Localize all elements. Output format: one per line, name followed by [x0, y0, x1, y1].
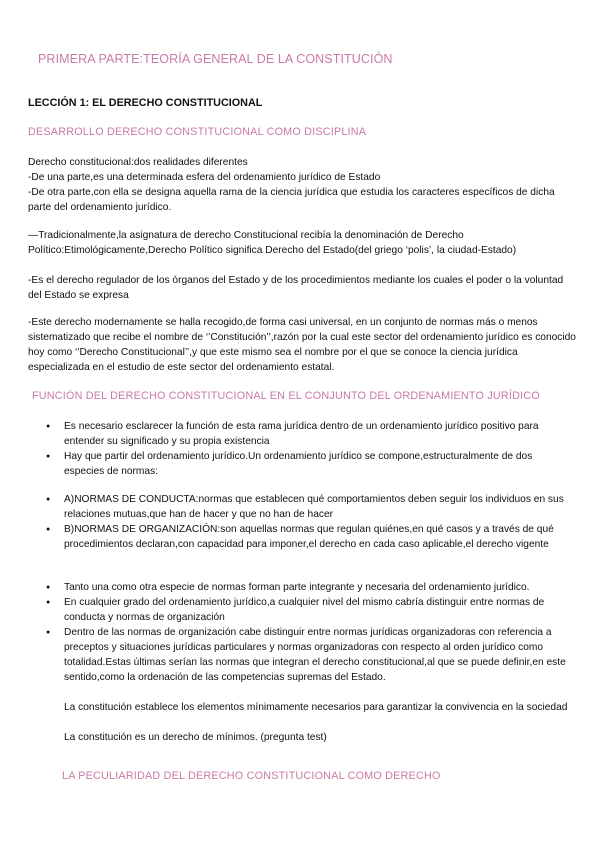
section-title-desarrollo: DESARROLLO DERECHO CONSTITUCIONAL COMO DISCIPLINA [28, 126, 367, 138]
intro-line: Derecho constitucional:dos realidades diferentes [28, 157, 248, 168]
paragraph-tradicionalmente: —Tradicionalmente,la asignatura de derecho Constitucional recibía la denominación de Derecho Político:Etimológicamente,Derecho Político significa Derecho del Estado(del griego ‘polis’, la ciudad-Estado) [28, 230, 517, 256]
bullet-list-a [28, 419, 568, 479]
paragraph-convivencia: La constitución establece los elementos mínimamente necesarios para garantizar la convivencia en la sociedad [64, 702, 568, 713]
intro-line: -De otra parte,con ella se designa aquella rama de la ciencia jurídica que estudia los caracteres específicos de dicha parte del ordenamiento jurídico. [28, 187, 555, 213]
bullet-list-b [28, 492, 568, 552]
section-title-funcion: FUNCIÓN DEL DERECHO CONSTITUCIONAL EN EL CONJUNTO DEL ORDENAMIENTO JURÍDICO [32, 390, 540, 402]
paragraph-modernamente: -Este derecho modernamente se halla recogido,de forma casi universal, en un conjunto de normas más o menos sistematizado que recibe el nombre de ‘’Constitución’’,razón por la cual este sector del ordenamiento jurídico es conocido hoy como ‘’Derecho Constitucional’’,y que este mismo sea el nombre por el que se conoce la ciencia jurídica especializada en el estudio de este sector del ordenamiento estatal. [28, 317, 576, 373]
list-item: ● B)NORMAS DE ORGANIZACIÓN:son aquellas normas que regulan quiénes,en qué casos y a través de qué procedimientos declaran,con capacidad para imponer,el derecho en cada caso aplicable,el derecho vigente [28, 522, 568, 552]
part-title: PRIMERA PARTE:TEORÍA GENERAL DE LA CONSTITUCIÓN [38, 52, 393, 66]
list-item: ● Hay que partir del ordenamiento jurídico.Un ordenamiento jurídico se compone,estructuralmente de dos especies de normas: [28, 449, 568, 479]
intro-line: -De una parte,es una determinada esfera del ordenamiento jurídico de Estado [28, 172, 381, 183]
paragraph-derecho-regulador: -Es el derecho regulador de los órganos del Estado y de los procedimientos mediante los cuales el poder o la voluntad del Estado se expresa [28, 275, 564, 301]
paragraph-minimos: La constitución es un derecho de mínimos. (pregunta test) [64, 732, 327, 743]
section-title-peculiaridad: LA PECULIARIDAD DEL DERECHO CONSTITUCIONAL COMO DERECHO [62, 770, 441, 782]
lesson-title: LECCIÓN 1: EL DERECHO CONSTITUCIONAL [28, 97, 263, 109]
intro-paragraph [28, 155, 576, 215]
list-item: ● Es necesario esclarecer la función de esta rama jurídica dentro de un ordenamiento jurídico positivo para entender su significado y su propia existencia [28, 419, 568, 449]
list-item: ● Dentro de las normas de organización cabe distinguir entre normas jurídicas organizadoras con referencia a preceptos y situaciones jurídicas particulares y normas organizadoras con respecto al orden jurídico como totalidad.Estas últimas serían las normas que integran el derecho constitucional,al que se puede definir,en este sentido,como la ordenación de las competencias supremas del Estado. [28, 625, 568, 685]
bullet-list-c [28, 580, 568, 685]
list-item: ● A)NORMAS DE CONDUCTA:normas que establecen qué comportamientos deben seguir los individuos en sus relaciones mutuas,que han de hacer y que no han de hacer [28, 492, 568, 522]
list-item: ● Tanto una como otra especie de normas forman parte integrante y necesaria del ordenamiento jurídico. [28, 580, 568, 595]
list-item: ● En cualquier grado del ordenamiento jurídico,a cualquier nivel del mismo cabría distinguir entre normas de conducta y normas de organización [28, 595, 568, 625]
